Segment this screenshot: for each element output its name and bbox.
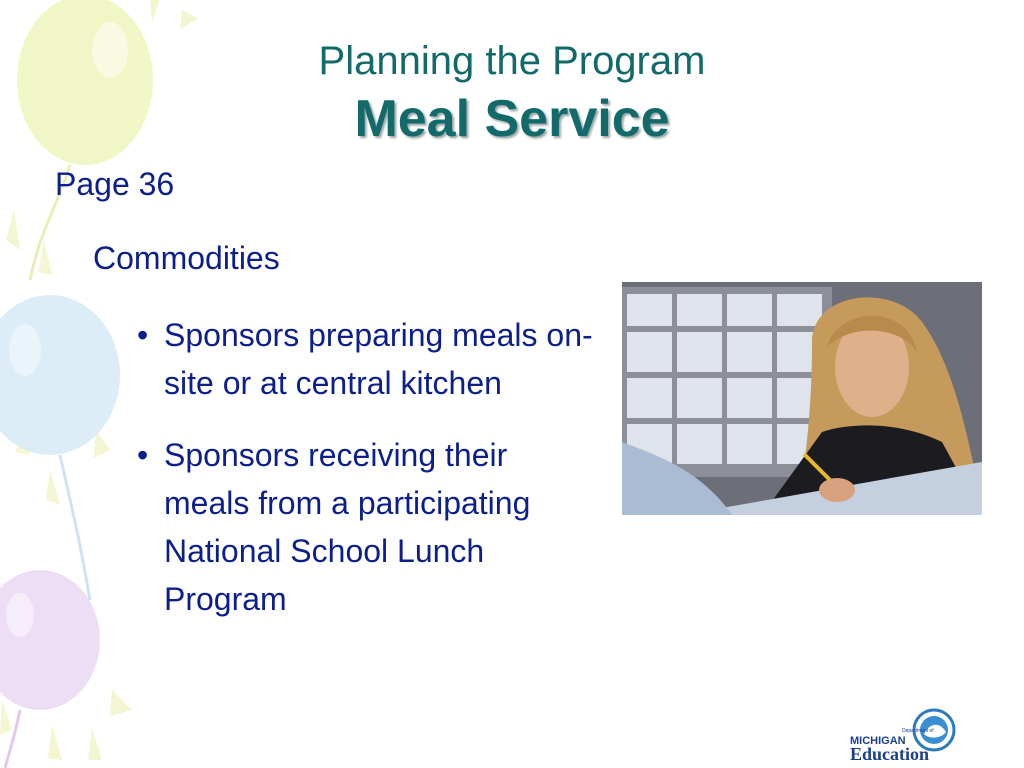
michigan-education-logo bbox=[846, 702, 958, 764]
bullet-list bbox=[137, 311, 597, 647]
slide-title-line2: Meal Service bbox=[354, 90, 670, 148]
bullet-item bbox=[137, 311, 597, 407]
bullet-text: Sponsors receiving their meals from a participating National School Lunch Program bbox=[164, 437, 531, 617]
bullet-text: Sponsors preparing meals on-site or at central kitchen bbox=[164, 317, 593, 401]
bullet-item bbox=[137, 431, 597, 623]
subheading: Commodities bbox=[93, 240, 280, 276]
slide-title-line1: Planning the Program bbox=[318, 39, 706, 83]
bullet-marker: • bbox=[137, 317, 149, 353]
student-writing-photo bbox=[622, 282, 982, 515]
bullet-marker: • bbox=[137, 437, 149, 473]
purple-balloon bbox=[0, 570, 100, 768]
logo-michigan-text: MICHIGAN bbox=[850, 735, 906, 747]
logo-education-text: Education bbox=[850, 744, 930, 764]
page-reference: Page 36 bbox=[55, 166, 175, 202]
logo-department-text: Department of bbox=[902, 728, 934, 734]
